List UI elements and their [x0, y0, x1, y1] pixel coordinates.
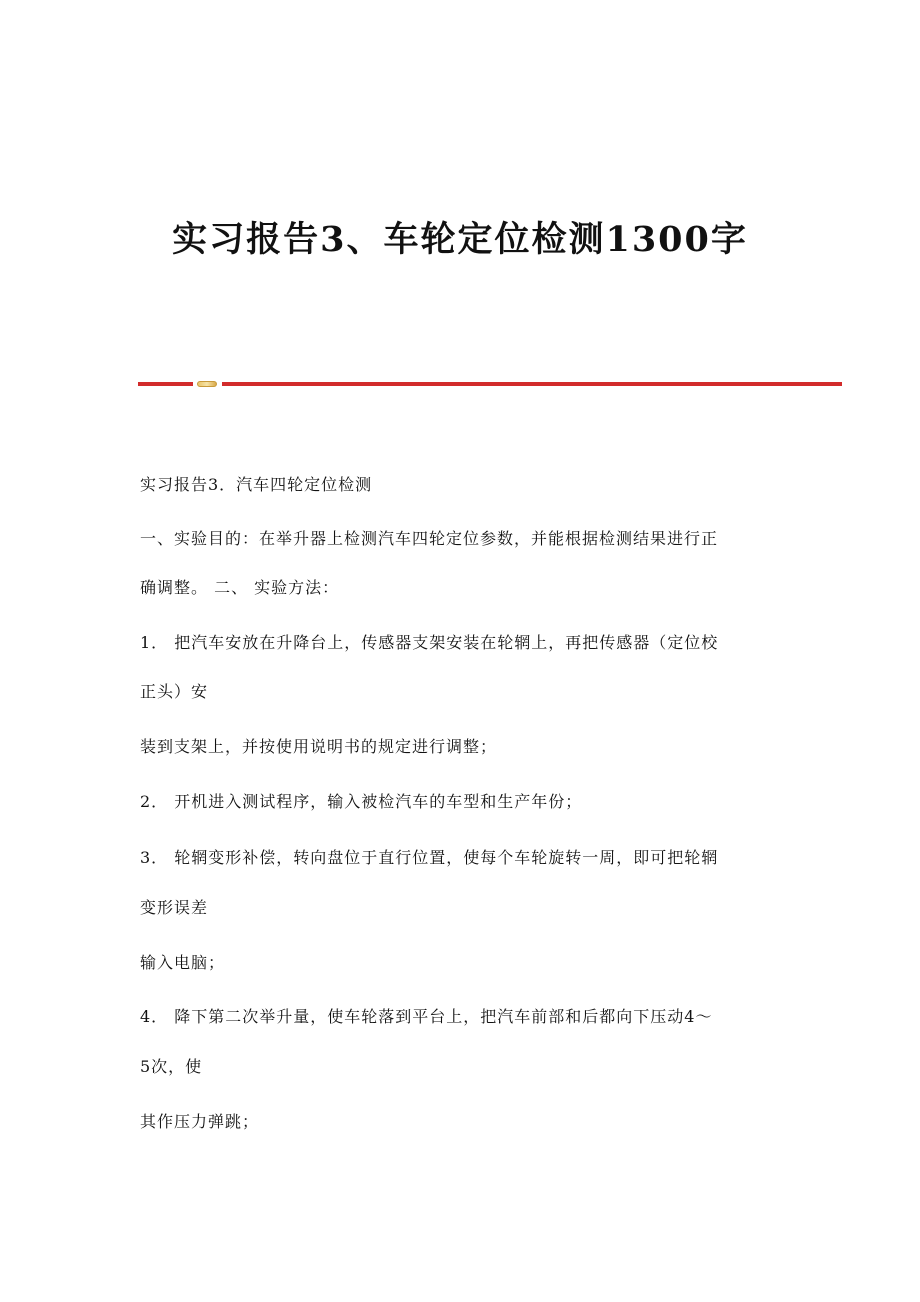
paragraph-line: 确调整。 二、 实验方法： — [140, 578, 340, 597]
paragraph-line: 变形误差 — [140, 898, 209, 917]
paragraph-line: 一、实验目的：在举升器上检测汽车四轮定位参数，并能根据检测结果进行正 — [140, 529, 719, 548]
divider-left-segment — [138, 382, 193, 386]
paragraph-line: 装到支架上，并按使用说明书的规定进行调整； — [140, 737, 498, 756]
page-title: 实习报告3、车轮定位检测1300字 — [172, 219, 748, 260]
divider-ornament-icon — [197, 381, 217, 387]
paragraph-line: 1． 把汽车安放在升降台上，传感器支架安装在轮辋上，再把传感器（定位校 — [140, 633, 719, 652]
paragraph-line: 2． 开机进入测试程序，输入被检汽车的车型和生产年份； — [140, 792, 583, 811]
paragraph-line: 5次，使 — [140, 1057, 203, 1076]
paragraph-line: 4． 降下第二次举升量，使车轮落到平台上，把汽车前部和后都向下压动4～ — [140, 1007, 713, 1026]
divider-right-segment — [222, 382, 842, 386]
paragraph-line: 其作压力弹跳； — [140, 1112, 260, 1131]
paragraph-line: 3． 轮辋变形补偿，转向盘位于直行位置，使每个车轮旋转一周，即可把轮辋 — [140, 848, 719, 867]
report-subtitle: 实习报告3．汽车四轮定位检测 — [140, 475, 373, 494]
title-divider — [138, 380, 842, 387]
paragraph-line: 输入电脑； — [140, 953, 226, 972]
paragraph-line: 正头）安 — [140, 682, 209, 701]
